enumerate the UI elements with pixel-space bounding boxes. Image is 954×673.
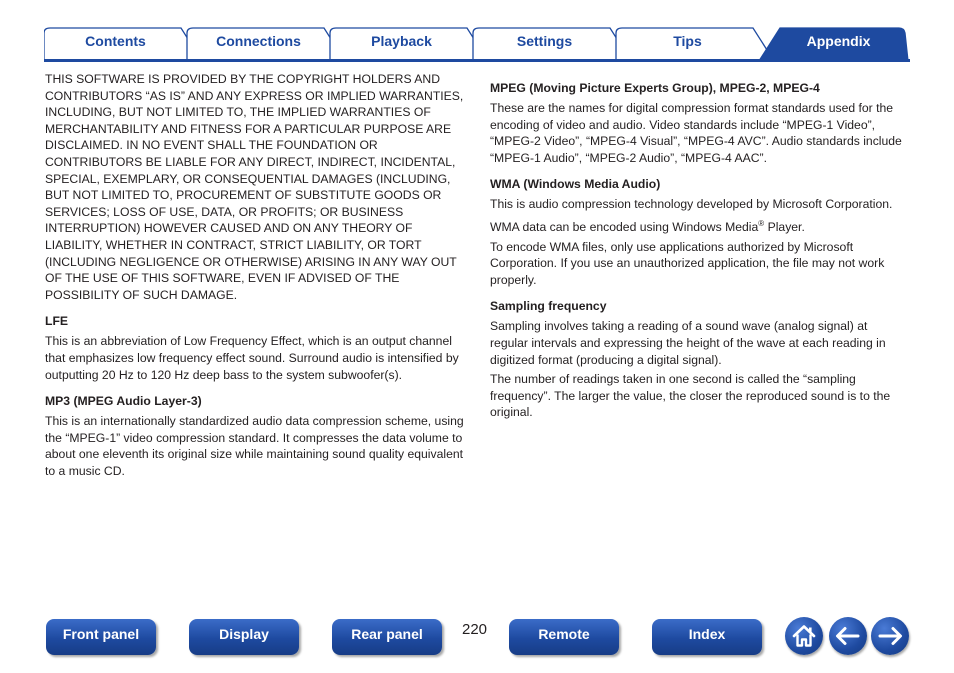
front-panel-button[interactable]: Front panel <box>46 619 156 655</box>
right-column <box>490 80 908 424</box>
lfe-description: This is an abbreviation of Low Frequency Effect, which is an output channel that emphasizes low frequency effect sound. Surround audio is intensified by outputting 20 Hz to 120 Hz deep bass to the system subwoofer(s). <box>45 334 459 382</box>
registered-mark: ® <box>758 218 765 228</box>
wma-description: This is audio compression technology developed by Microsoft Corporation. <box>490 197 893 212</box>
tab-contents[interactable]: Contents <box>85 33 146 49</box>
license-disclaimer: THIS SOFTWARE IS PROVIDED BY THE COPYRIGHT HOLDERS AND CONTRIBUTORS “AS IS” AND ANY EXPRESS OR IMPLIED WARRANTIES, INCLUDING, BUT NOT LIMITED TO, THE IMPLIED WARRANTIES OF MERCHANTABILITY AND FITNESS FOR A PARTICULAR PURPOSE ARE DISCLAIMED. IN NO EVENT SHALL THE FOUNDATION OR CONTRIBUTORS BE LIABLE FOR ANY DIRECT, INDIRECT, INCIDENTAL, SPECIAL, EXEMPLARY, OR CONSEQUENTIAL DAMAGES (INCLUDING, BUT NOT LIMITED TO, PROCUREMENT OF SUBSTITUTE GOODS OR SERVICES; LOSS OF USE, DATA, OR PROFITS; OR BUSINESS INTERRUPTION) HOWEVER CAUSED AND ON ANY THEORY OF LIABILITY, WHETHER IN CONTRACT, STRICT LIABILITY, OR TORT (INCLUDING NEGLIGENCE OR OTHERWISE) ARISING IN ANY WAY OUT OF THE USE OF THIS SOFTWARE, EVEN IF ADVISED OF THE POSSIBILITY OF SUCH DAMAGE. <box>45 72 464 302</box>
mpeg-description: These are the names for digital compression format standards used for the encoding of video and audio. Video standards include “MPEG-1 Video”, “MPEG-2 Video”, “MPEG-4 Visual”, “MPEG-4 AVC”. Audio standards include “MPEG-1 Audio”, “MPEG-2 Audio”, “MPEG-4 AAC”. <box>490 101 902 165</box>
home-button[interactable] <box>785 617 823 655</box>
forward-arrow-icon <box>871 617 909 655</box>
tab-appendix[interactable]: Appendix <box>806 33 871 49</box>
sampling-frequency-note: The number of readings taken in one second is called the “sampling frequency”. The larger the value, the closer the reproduced sound is to the original. <box>490 372 891 420</box>
tab-playback[interactable]: Playback <box>371 33 432 49</box>
home-icon <box>785 617 823 655</box>
sampling-description: Sampling involves taking a reading of a sound wave (analog signal) at regular intervals and expressing the height of the wave at each reading in digitized format (producing a digital signal). <box>490 319 886 367</box>
wma-authorization-note: To encode WMA files, only use applications authorized by Microsoft Corporation. If you use an unauthorized application, the file may not work properly. <box>490 239 885 287</box>
sampling-heading: Sampling frequency <box>490 299 607 314</box>
tab-baseline <box>44 59 910 62</box>
index-button[interactable]: Index <box>652 619 762 655</box>
left-column <box>45 71 465 482</box>
mpeg-heading: MPEG (Moving Picture Experts Group), MPEG-2, MPEG-4 <box>490 81 820 95</box>
back-button[interactable] <box>829 617 867 655</box>
back-arrow-icon <box>829 617 867 655</box>
wma-player-suffix: Player. <box>764 220 805 235</box>
mp3-heading: MP3 (MPEG Audio Layer-3) <box>45 394 202 409</box>
wma-heading: WMA (Windows Media Audio) <box>490 177 661 192</box>
wma-player-note <box>490 216 908 236</box>
tab-tips[interactable]: Tips <box>673 33 702 49</box>
mp3-description: This is an internationally standardized audio data compression scheme, using the “MPEG-1” video compression standard. It compresses the data volume to about one eleventh its original size while maintaining sound quality equivalent to a music CD. <box>45 414 464 478</box>
forward-button[interactable] <box>871 617 909 655</box>
wma-player-text: WMA data can be encoded using Windows Media <box>490 220 759 235</box>
display-button[interactable]: Display <box>189 619 299 655</box>
page-number: 220 <box>462 621 488 638</box>
tab-bar <box>44 27 910 62</box>
tab-settings[interactable]: Settings <box>516 33 573 49</box>
remote-button[interactable]: Remote <box>509 619 619 655</box>
tab-connections[interactable]: Connections <box>216 33 301 49</box>
lfe-heading: LFE <box>45 314 69 329</box>
rear-panel-button[interactable]: Rear panel <box>332 619 442 655</box>
